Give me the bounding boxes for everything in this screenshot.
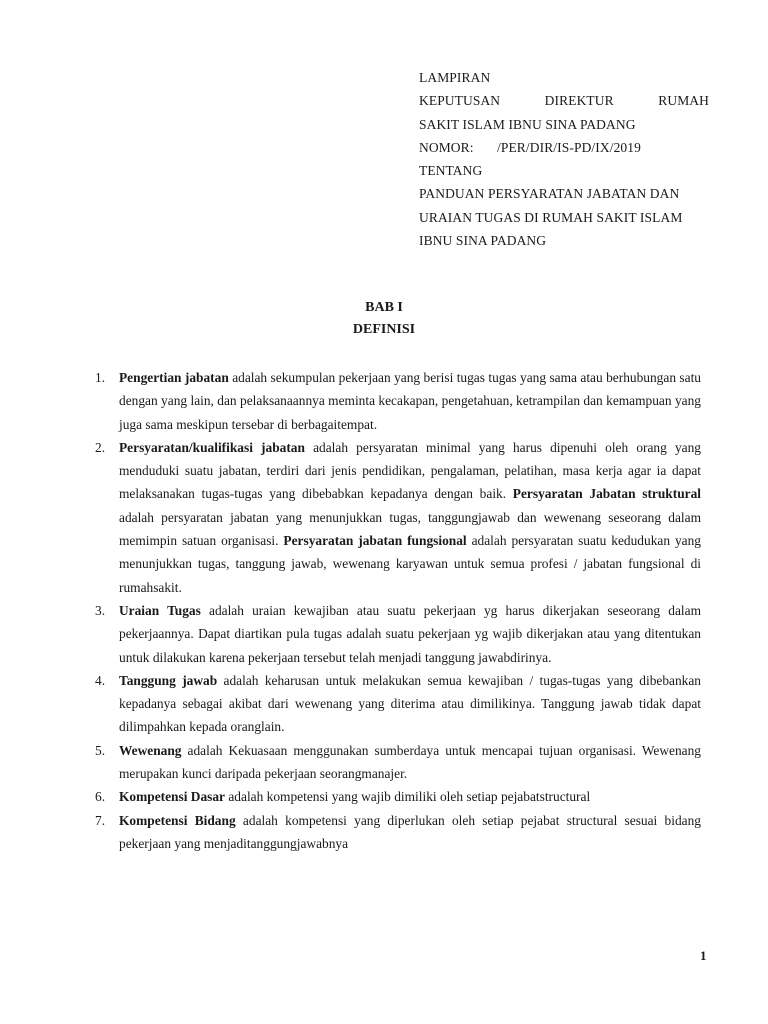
list-item	[95, 739, 701, 786]
item-number: 7.	[95, 812, 106, 828]
page-number: 1	[700, 948, 707, 963]
item-text	[119, 436, 701, 599]
lampiran-label: LAMPIRAN	[419, 70, 491, 85]
list-item	[95, 366, 701, 436]
item-number: 6.	[95, 789, 106, 805]
nomor-label: NOMOR:	[419, 139, 474, 155]
item-number: 2.	[95, 439, 106, 455]
list-item	[95, 785, 701, 808]
description: adalah persyaratan minimal yang harus dipenuhi oleh orang yang menduduki suatu jabatan, terdiri dari jenis pendidikan, pengalaman, pelatihan, masa kerja agar ia dapat melaksanakan tugas-tugas yang dibebabkan kepadanya dengan baik.	[119, 439, 701, 502]
chapter-number: BAB I	[365, 300, 403, 315]
list-item	[95, 436, 701, 599]
description: adalah kompetensi yang wajib dimiliki oleh setiap pejabatstructural	[225, 789, 591, 805]
term: Kompetensi Bidang	[119, 812, 236, 828]
definitions-list	[95, 366, 701, 855]
description: adalah persyaratan suatu kedudukan yang menunjukkan tugas, tanggung jawab, wewenang karyawan untuk semua profesi / jabatan fungsional di rumahsakit.	[119, 533, 701, 595]
term: Kompetensi Dasar	[119, 789, 226, 805]
list-item	[95, 809, 701, 856]
nomor-value: /PER/DIR/IS-PD/IX/2019	[497, 139, 641, 155]
list-item	[95, 599, 701, 669]
term: Persyaratan/kualifikasi jabatan	[119, 439, 305, 455]
keputusan-word: KEPUTUSAN	[419, 93, 501, 109]
item-text	[119, 366, 701, 436]
nomor-line	[419, 136, 711, 159]
description: adalah keharusan untuk melakukan semua kewajiban / tugas-tugas yang dibebankan kepadanya sebagai akibat dari wewenang yang diterima atau dimilikinya. Tanggung jawab tidak dapat dilimpahkan kepada oranglain.	[119, 672, 702, 735]
list-item	[95, 669, 701, 739]
subject-line-3: IBNU SINA PADANG	[419, 233, 547, 249]
keputusan-line	[419, 89, 709, 112]
chapter-title: DEFINISI	[352, 322, 416, 337]
item-text	[119, 599, 701, 669]
term: Persyaratan Jabatan struktural	[512, 486, 702, 502]
term: Tanggung jawab	[119, 672, 218, 688]
term: Uraian Tugas	[119, 602, 201, 618]
item-text	[119, 669, 701, 739]
description: adalah sekumpulan pekerjaan yang berisi tugas tugas yang sama atau berhubungan satu dengan yang lain, dan pelaksanaannya meminta kecakapan, pengetahuan, ketrampilan dan kemampuan yang juga sama meskipun tersebar di berbagaitempat.	[119, 370, 701, 432]
term: Wewenang	[119, 742, 182, 758]
item-text	[119, 809, 701, 856]
item-text	[119, 785, 701, 808]
description: adalah Kekuasaan menggunakan sumberdaya untuk mencapai tujuan organisasi. Wewenang merupakan kunci daripada pekerjaan seorangmanajer.	[119, 742, 701, 782]
description: adalah kompetensi yang diperlukan oleh setiap pejabat structural sesuai bidang pekerjaan yang menjaditanggungjawabnya	[119, 812, 701, 851]
term: Persyaratan jabatan fungsional	[283, 533, 467, 549]
rumah-word: RUMAH	[658, 93, 709, 109]
description: adalah persyaratan jabatan yang menunjukkan tugas, tanggungjawab dan wewenang seseorang dalam memimpin satuan organisasi.	[119, 509, 701, 549]
direktur-word: DIREKTUR	[544, 93, 614, 109]
term: Pengertian jabatan	[119, 370, 229, 385]
item-number: 1.	[95, 370, 106, 385]
item-number: 4.	[95, 672, 106, 688]
item-text	[119, 739, 701, 786]
description: adalah uraian kewajiban atau suatu pekerjaan yg harus dikerjakan seseorang dalam pekerjaannya. Dapat diartikan pula tugas adalah suatu pekerjaan yg wajib dikerjakan atau yang ditentukan untuk dilakukan karena pekerjaan tersebut telah menjadi tanggung jawabdirinya.	[119, 602, 702, 665]
tentang-label: TENTANG	[419, 163, 483, 179]
subject-line-2: URAIAN TUGAS DI RUMAH SAKIT ISLAM	[419, 209, 683, 225]
lampiran-header	[419, 66, 711, 252]
hospital-name-line: SAKIT ISLAM IBNU SINA PADANG	[419, 116, 636, 132]
item-number: 5.	[95, 742, 106, 758]
subject-line-1: PANDUAN PERSYARATAN JABATAN DAN	[419, 186, 680, 202]
item-number: 3.	[95, 602, 106, 618]
